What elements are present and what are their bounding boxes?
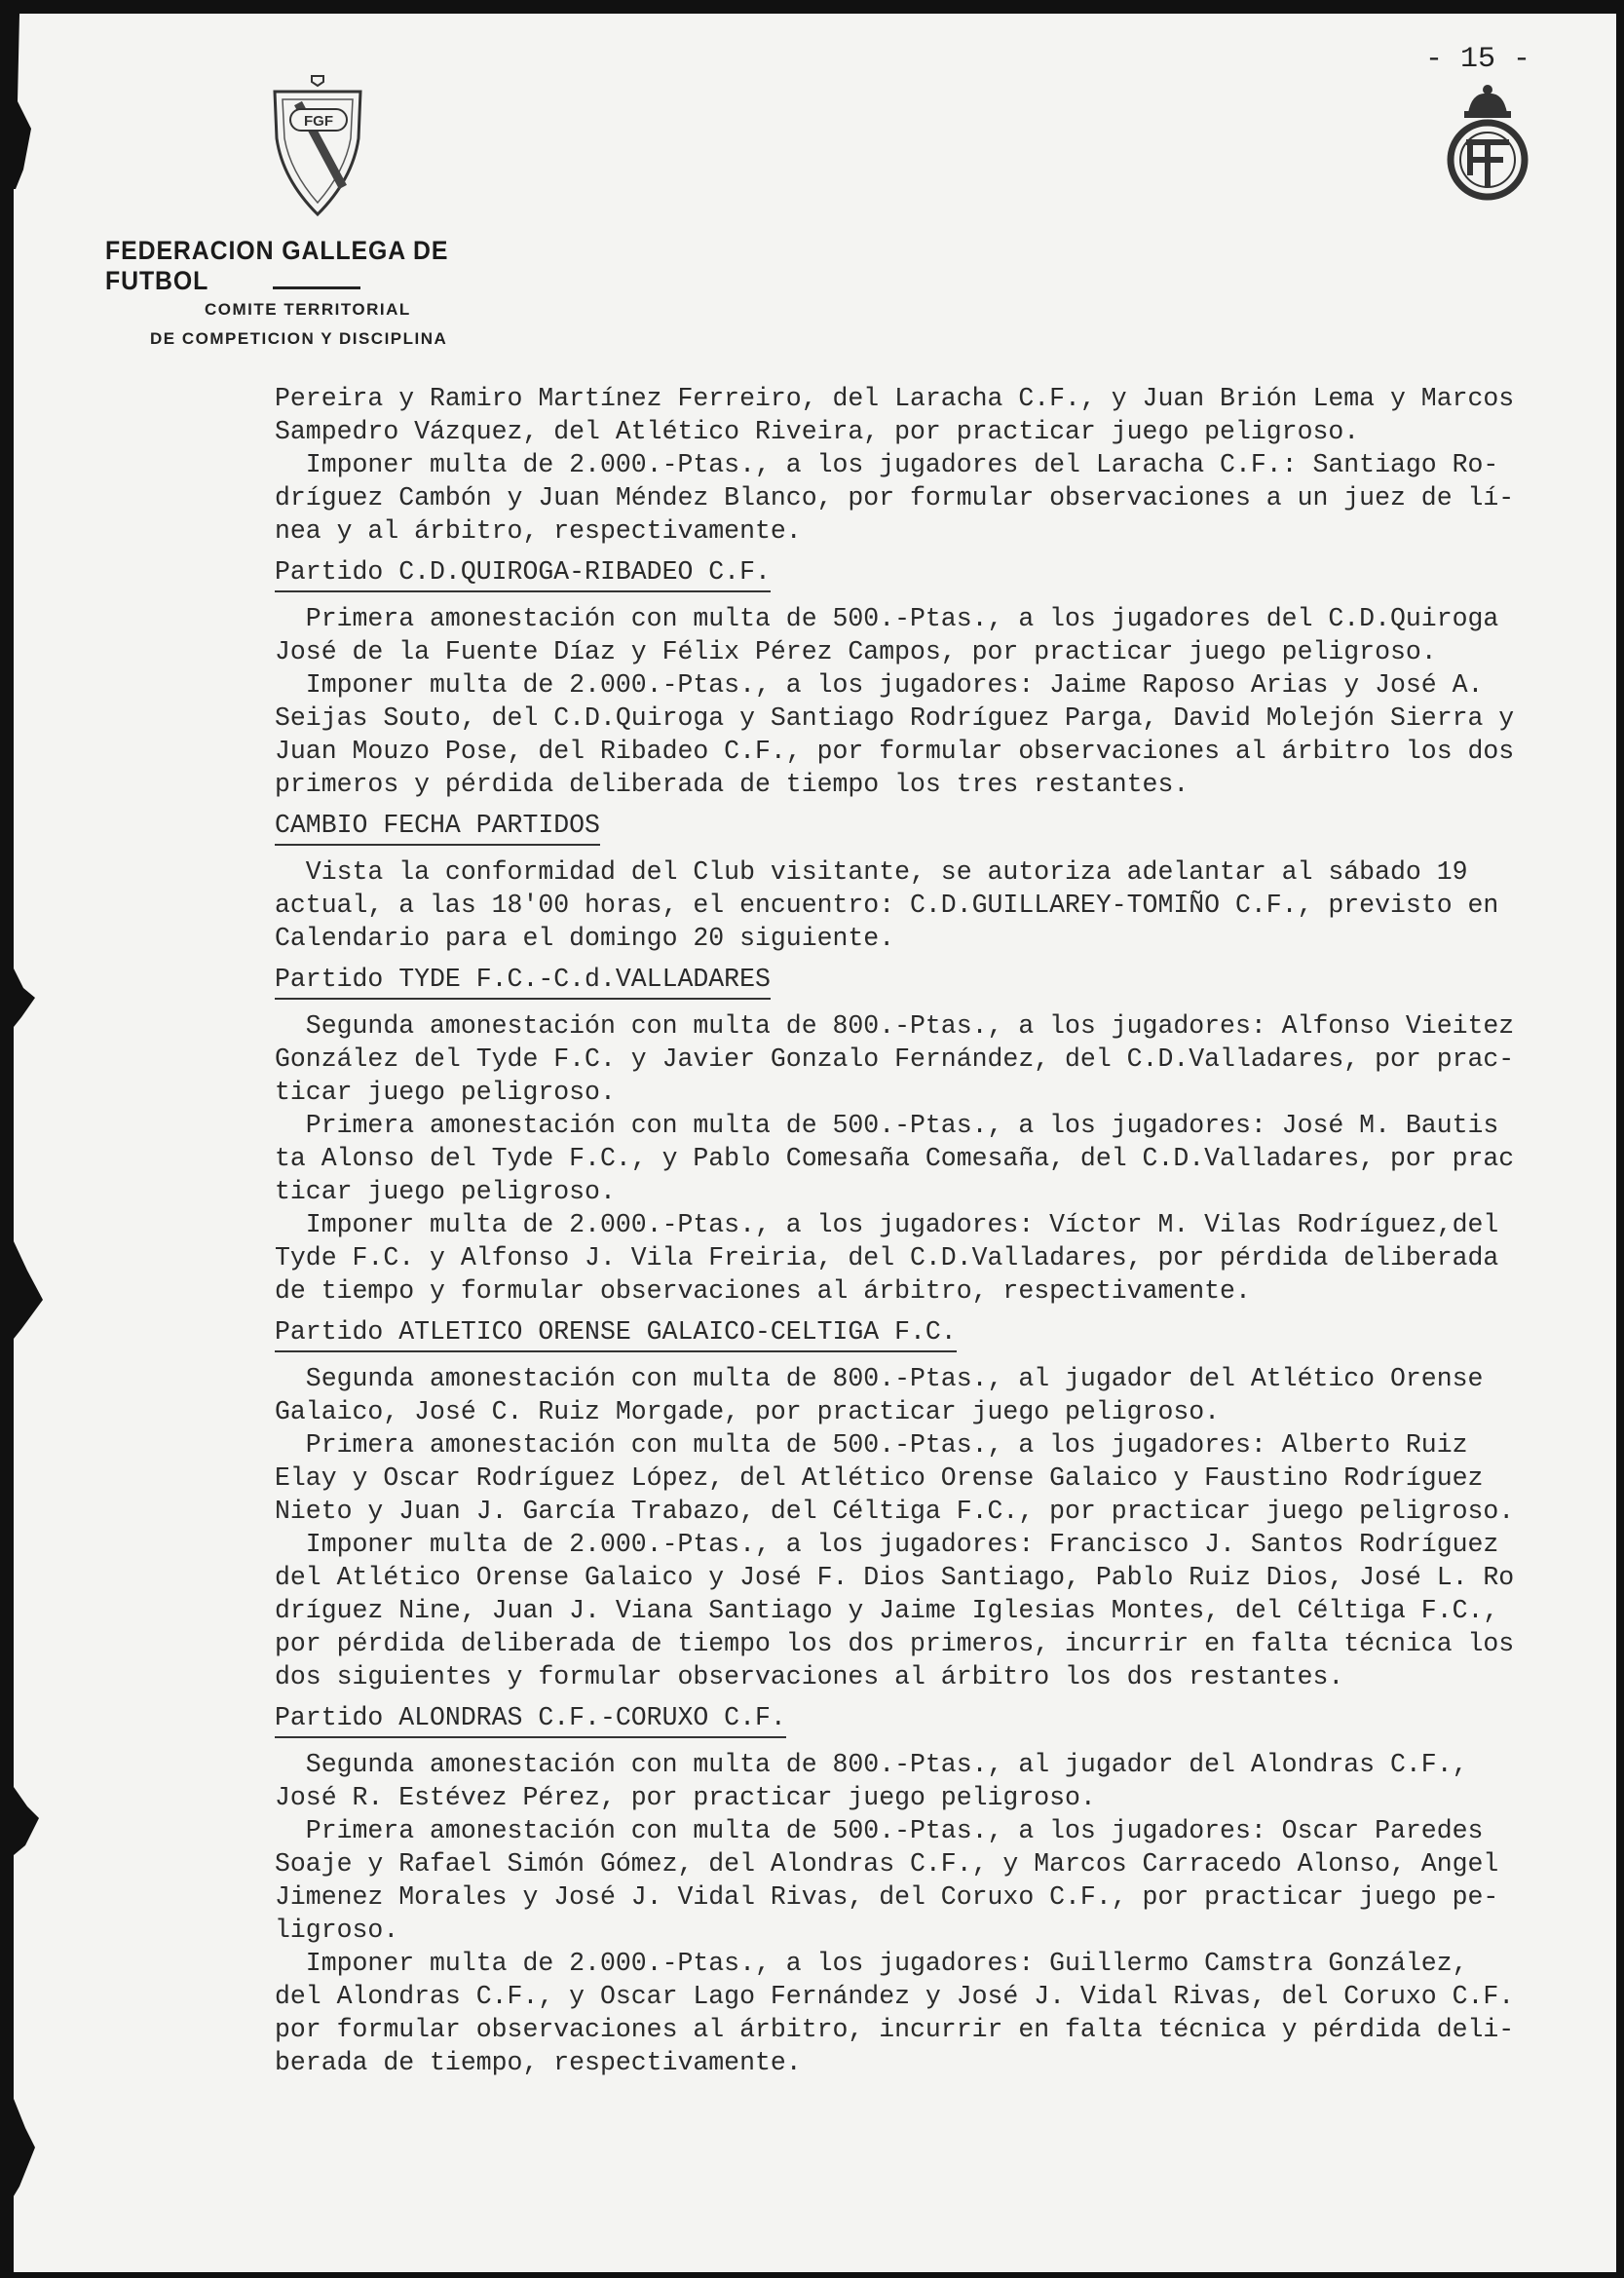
- text-line: Segunda amonestación con multa de 800.-Ptas., a los jugadores: Alfonso Vieitez: [275, 1011, 1515, 1041]
- royal-crest-icon: [1443, 80, 1532, 205]
- text-line: Elay y Oscar Rodríguez López, del Atlético Orense Galaico y Faustino Rodríguez: [275, 1463, 1484, 1493]
- text-line: Sampedro Vázquez, del Atlético Riveira, por practicar juego peligroso.: [275, 417, 1360, 446]
- text-line: ticar juego peligroso.: [275, 1078, 616, 1107]
- committee-line-1: COMITE TERRITORIAL: [205, 300, 411, 319]
- text-line: Primera amonestación con multa de 500.-Ptas., a los jugadores del C.D.Quiroga: [275, 604, 1499, 633]
- text-line: Soaje y Rafael Simón Gómez, del Alondras C.F., y Marcos Carracedo Alonso, Angel: [275, 1849, 1499, 1879]
- intro-paragraph: [275, 382, 1590, 548]
- text-line: dríguez Cambón y Juan Méndez Blanco, por formular observaciones a un juez de lí-: [275, 483, 1515, 513]
- section-heading: Partido ATLETICO ORENSE GALAICO-CELTIGA F.C.: [275, 1315, 957, 1352]
- section-heading: Partido TYDE F.C.-C.d.VALLADARES: [275, 963, 771, 1000]
- org-name: FEDERACION GALLEGA DE FUTBOL: [105, 236, 449, 295]
- text-line: nea y al árbitro, respectivamente.: [275, 516, 802, 546]
- text-line: Imponer multa de 2.000.-Ptas., a los jugadores: Guillermo Camstra González,: [275, 1949, 1468, 1978]
- text-line: ta Alonso del Tyde F.C., y Pablo Comesaña Comesaña, del C.D.Valladares, por prac: [275, 1144, 1515, 1173]
- section-heading: Partido ALONDRAS C.F.-CORUXO C.F.: [275, 1701, 786, 1738]
- text-line: Primera amonestación con multa de 500.-Ptas., a los jugadores: Alberto Ruiz: [275, 1430, 1468, 1460]
- text-line: Imponer multa de 2.000.-Ptas., a los jugadores: Víctor M. Vilas Rodríguez,del: [275, 1210, 1499, 1239]
- text-line: Imponer multa de 2.000.-Ptas., a los jugadores: Francisco J. Santos Rodríguez: [275, 1530, 1499, 1559]
- torn-edge: [14, 14, 53, 2272]
- org-divider: [273, 286, 360, 289]
- text-line: de tiempo y formular observaciones al árbitro, respectivamente.: [275, 1276, 1251, 1306]
- text-line: Tyde F.C. y Alfonso J. Vila Freiria, del C.D.Valladares, por pérdida deliberada: [275, 1243, 1499, 1272]
- text-line: Primera amonestación con multa de 500.-Ptas., a los jugadores: Oscar Paredes: [275, 1816, 1484, 1845]
- section-orense-celtiga: [275, 1308, 1590, 1693]
- svg-text:FGF: FGF: [304, 113, 333, 130]
- text-line: Segunda amonestación con multa de 800.-Ptas., al jugador del Alondras C.F.,: [275, 1750, 1468, 1779]
- text-line: Imponer multa de 2.000.-Ptas., a los jugadores del Laracha C.F.: Santiago Ro-: [275, 450, 1499, 479]
- text-line: por formular observaciones al árbitro, incurrir en falta técnica y pérdida deli-: [275, 2015, 1515, 2044]
- text-line: Imponer multa de 2.000.-Ptas., a los jugadores: Jaime Raposo Arias y José A.: [275, 670, 1484, 700]
- document-body: [275, 382, 1590, 2079]
- text-line: del Atlético Orense Galaico y José F. Dios Santiago, Pablo Ruiz Dios, José L. Ro: [275, 1563, 1515, 1592]
- text-line: Pereira y Ramiro Martínez Ferreiro, del Laracha C.F., y Juan Brión Lema y Marcos: [275, 384, 1515, 413]
- text-line: Vista la conformidad del Club visitante, se autoriza adelantar al sábado 19: [275, 857, 1468, 887]
- text-line: González del Tyde F.C. y Javier Gonzalo Fernández, del C.D.Valladares, por prac-: [275, 1044, 1515, 1074]
- text-line: primeros y pérdida deliberada de tiempo los tres restantes.: [275, 770, 1190, 799]
- text-line: José R. Estévez Pérez, por practicar juego peligroso.: [275, 1783, 1096, 1812]
- text-line: dos siguientes y formular observaciones al árbitro los dos restantes.: [275, 1662, 1344, 1691]
- text-line: actual, a las 18'00 horas, el encuentro: C.D.GUILLAREY-TOMIÑO C.F., previsto en: [275, 891, 1499, 920]
- text-line: Calendario para el domingo 20 siguiente.: [275, 924, 895, 953]
- text-line: Galaico, José C. Ruiz Morgade, por practicar juego peligroso.: [275, 1397, 1221, 1426]
- text-line: por pérdida deliberada de tiempo los dos primeros, incurrir en falta técnica los: [275, 1629, 1515, 1658]
- text-line: Juan Mouzo Pose, del Ribadeo C.F., por formular observaciones al árbitro los dos: [275, 737, 1515, 766]
- federation-crest-icon: [269, 70, 366, 226]
- text-line: Segunda amonestación con multa de 800.-Ptas., al jugador del Atlético Orense: [275, 1364, 1484, 1393]
- text-line: berada de tiempo, respectivamente.: [275, 2048, 802, 2077]
- text-line: del Alondras C.F., y Oscar Lago Fernández y José J. Vidal Rivas, del Coruxo C.F.: [275, 1982, 1515, 2011]
- text-line: José de la Fuente Díaz y Félix Pérez Campos, por practicar juego peligroso.: [275, 637, 1437, 666]
- section-tyde-valladares: [275, 955, 1590, 1308]
- text-line: Primera amonestación con multa de 500.-Ptas., a los jugadores: José M. Bautis: [275, 1111, 1499, 1140]
- page-number: - 15 -: [1424, 43, 1530, 76]
- section-heading: CAMBIO FECHA PARTIDOS: [275, 809, 600, 846]
- document-page: [14, 14, 1616, 2272]
- text-line: Nieto y Juan J. García Trabazo, del Céltiga F.C., por practicar juego peligroso.: [275, 1497, 1515, 1526]
- section-alondras-coruxo: [275, 1693, 1590, 2079]
- text-line: Jimenez Morales y José J. Vidal Rivas, del Coruxo C.F., por practicar juego pe-: [275, 1882, 1499, 1912]
- text-line: Seijas Souto, del C.D.Quiroga y Santiago Rodríguez Parga, David Molejón Sierra y: [275, 703, 1515, 733]
- text-line: ticar juego peligroso.: [275, 1177, 616, 1206]
- section-cambio-fecha: [275, 801, 1590, 955]
- text-line: ligroso.: [275, 1916, 399, 1945]
- section-quiroga-ribadeo: [275, 548, 1590, 801]
- committee-line-2: DE COMPETICION Y DISCIPLINA: [150, 329, 448, 348]
- section-heading: Partido C.D.QUIROGA-RIBADEO C.F.: [275, 555, 771, 592]
- text-line: dríguez Nine, Juan J. Viana Santiago y Jaime Iglesias Montes, del Céltiga F.C.,: [275, 1596, 1499, 1625]
